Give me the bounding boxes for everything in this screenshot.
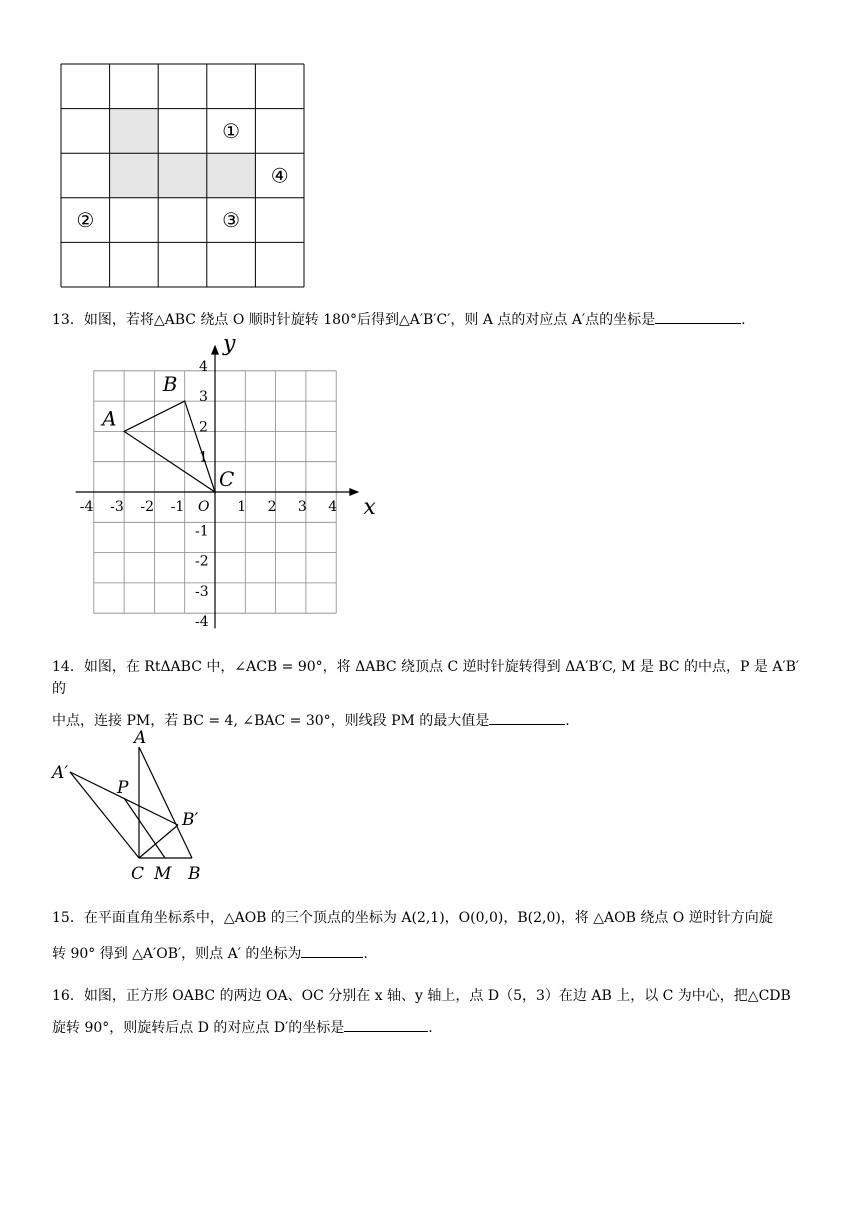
x-tick-label: -2 bbox=[140, 499, 155, 515]
coordinate-figure bbox=[70, 331, 376, 635]
vertex-label-B: B bbox=[162, 372, 178, 397]
x-tick-label: 2 bbox=[267, 499, 277, 515]
x-tick-label: 4 bbox=[328, 499, 338, 515]
segment-CB' bbox=[139, 825, 178, 858]
origin-label: O bbox=[198, 499, 210, 515]
question-text-line1: 如图，正方形 OABC 的两边 OA、OC 分别在 x 轴、y 轴上，点 D（5，3）在边 AB 上，以 C 为中心，把△CDB bbox=[83, 988, 791, 1004]
x-tick-label: -3 bbox=[110, 499, 124, 515]
answer-blank[interactable] bbox=[655, 309, 741, 324]
label-B: B bbox=[188, 864, 201, 884]
y-tick-label: 4 bbox=[199, 358, 208, 375]
region-label: ② bbox=[76, 208, 95, 233]
vertex-label-C: C bbox=[219, 467, 235, 491]
segment-AB bbox=[139, 747, 192, 858]
x-axis-arrow bbox=[349, 488, 359, 496]
answer-blank[interactable] bbox=[301, 943, 363, 958]
x-tick-label: -1 bbox=[170, 499, 185, 515]
y-tick-label: -3 bbox=[195, 583, 209, 600]
question-15 bbox=[52, 907, 812, 965]
shaded-cell bbox=[158, 153, 207, 198]
period: . bbox=[363, 946, 368, 962]
y-axis-arrow bbox=[211, 345, 219, 355]
shaded-cell bbox=[110, 153, 159, 198]
y-tick-label: 1 bbox=[199, 449, 208, 466]
triangle-ABC bbox=[124, 401, 215, 492]
period: . bbox=[565, 713, 570, 729]
label-A: A bbox=[134, 728, 147, 748]
x-tick-label: 1 bbox=[237, 499, 247, 515]
region-label: ③ bbox=[222, 208, 241, 233]
label-A-prime: A′ bbox=[52, 763, 69, 783]
question-13 bbox=[52, 309, 812, 331]
question-16 bbox=[52, 985, 812, 1039]
question-text: 如图，若将△ABC 绕点 O 顺时针旋转 180°后得到△A′B′C′，则 A 点的对应点 A′点的坐标是 bbox=[83, 312, 656, 328]
question-14 bbox=[52, 656, 812, 732]
segment-PM bbox=[124, 798, 165, 858]
shaded-cell bbox=[207, 153, 256, 198]
question-number: 14． bbox=[52, 659, 84, 675]
y-axis-label: y bbox=[223, 331, 236, 357]
question-number: 13． bbox=[52, 312, 84, 328]
triangle-figure bbox=[50, 725, 220, 887]
label-B-prime: B′ bbox=[182, 810, 199, 830]
y-tick-label: 3 bbox=[199, 389, 208, 406]
question-number: 16． bbox=[52, 988, 84, 1004]
answer-blank[interactable] bbox=[489, 710, 565, 725]
question-text-line1: 在平面直角坐标系中，△AOB 的三个顶点的坐标为 A(2,1)，O(0,0)，B(2,0)，将 △AOB 绕点 O 逆时针方向旋 bbox=[83, 910, 773, 926]
y-tick-label: -2 bbox=[195, 553, 209, 570]
region-label: ① bbox=[222, 118, 241, 143]
region-label: ④ bbox=[270, 163, 289, 188]
vertex-label-A: A bbox=[102, 406, 117, 431]
answer-blank[interactable] bbox=[344, 1017, 428, 1032]
question-text-line2: 旋转 90°，则旋转后点 D 的对应点 D′的坐标是 bbox=[52, 1020, 345, 1036]
label-C: C bbox=[131, 864, 145, 884]
y-tick-label: -1 bbox=[195, 523, 209, 540]
y-tick-label: 2 bbox=[199, 419, 208, 436]
period: . bbox=[741, 312, 746, 328]
label-M: M bbox=[154, 864, 172, 884]
question-text-line1: 如图，在 RtΔABC 中，∠ACB = 90°，将 ΔABC 绕顶点 C 逆时针旋转得到 ΔA′B′C, M 是 BC 的中点，P 是 A′B′ 的 bbox=[52, 659, 800, 697]
period: . bbox=[428, 1020, 433, 1036]
label-P: P bbox=[117, 778, 129, 798]
question-text-line2: 中点，连接 PM，若 BC = 4, ∠BAC = 30°，则线段 PM 的最大值是 bbox=[52, 713, 490, 729]
x-tick-label: -4 bbox=[79, 499, 94, 515]
segment-A'C bbox=[70, 772, 139, 858]
x-axis-label: x bbox=[363, 495, 376, 520]
grid-figure bbox=[60, 63, 304, 289]
question-text-line2: 转 90° 得到 △A′OB′，则点 A′ 的坐标为 bbox=[52, 946, 302, 962]
question-number: 15． bbox=[52, 910, 84, 926]
shaded-cell bbox=[110, 109, 159, 154]
y-tick-label: -4 bbox=[195, 614, 209, 631]
x-tick-label: 3 bbox=[297, 499, 307, 515]
